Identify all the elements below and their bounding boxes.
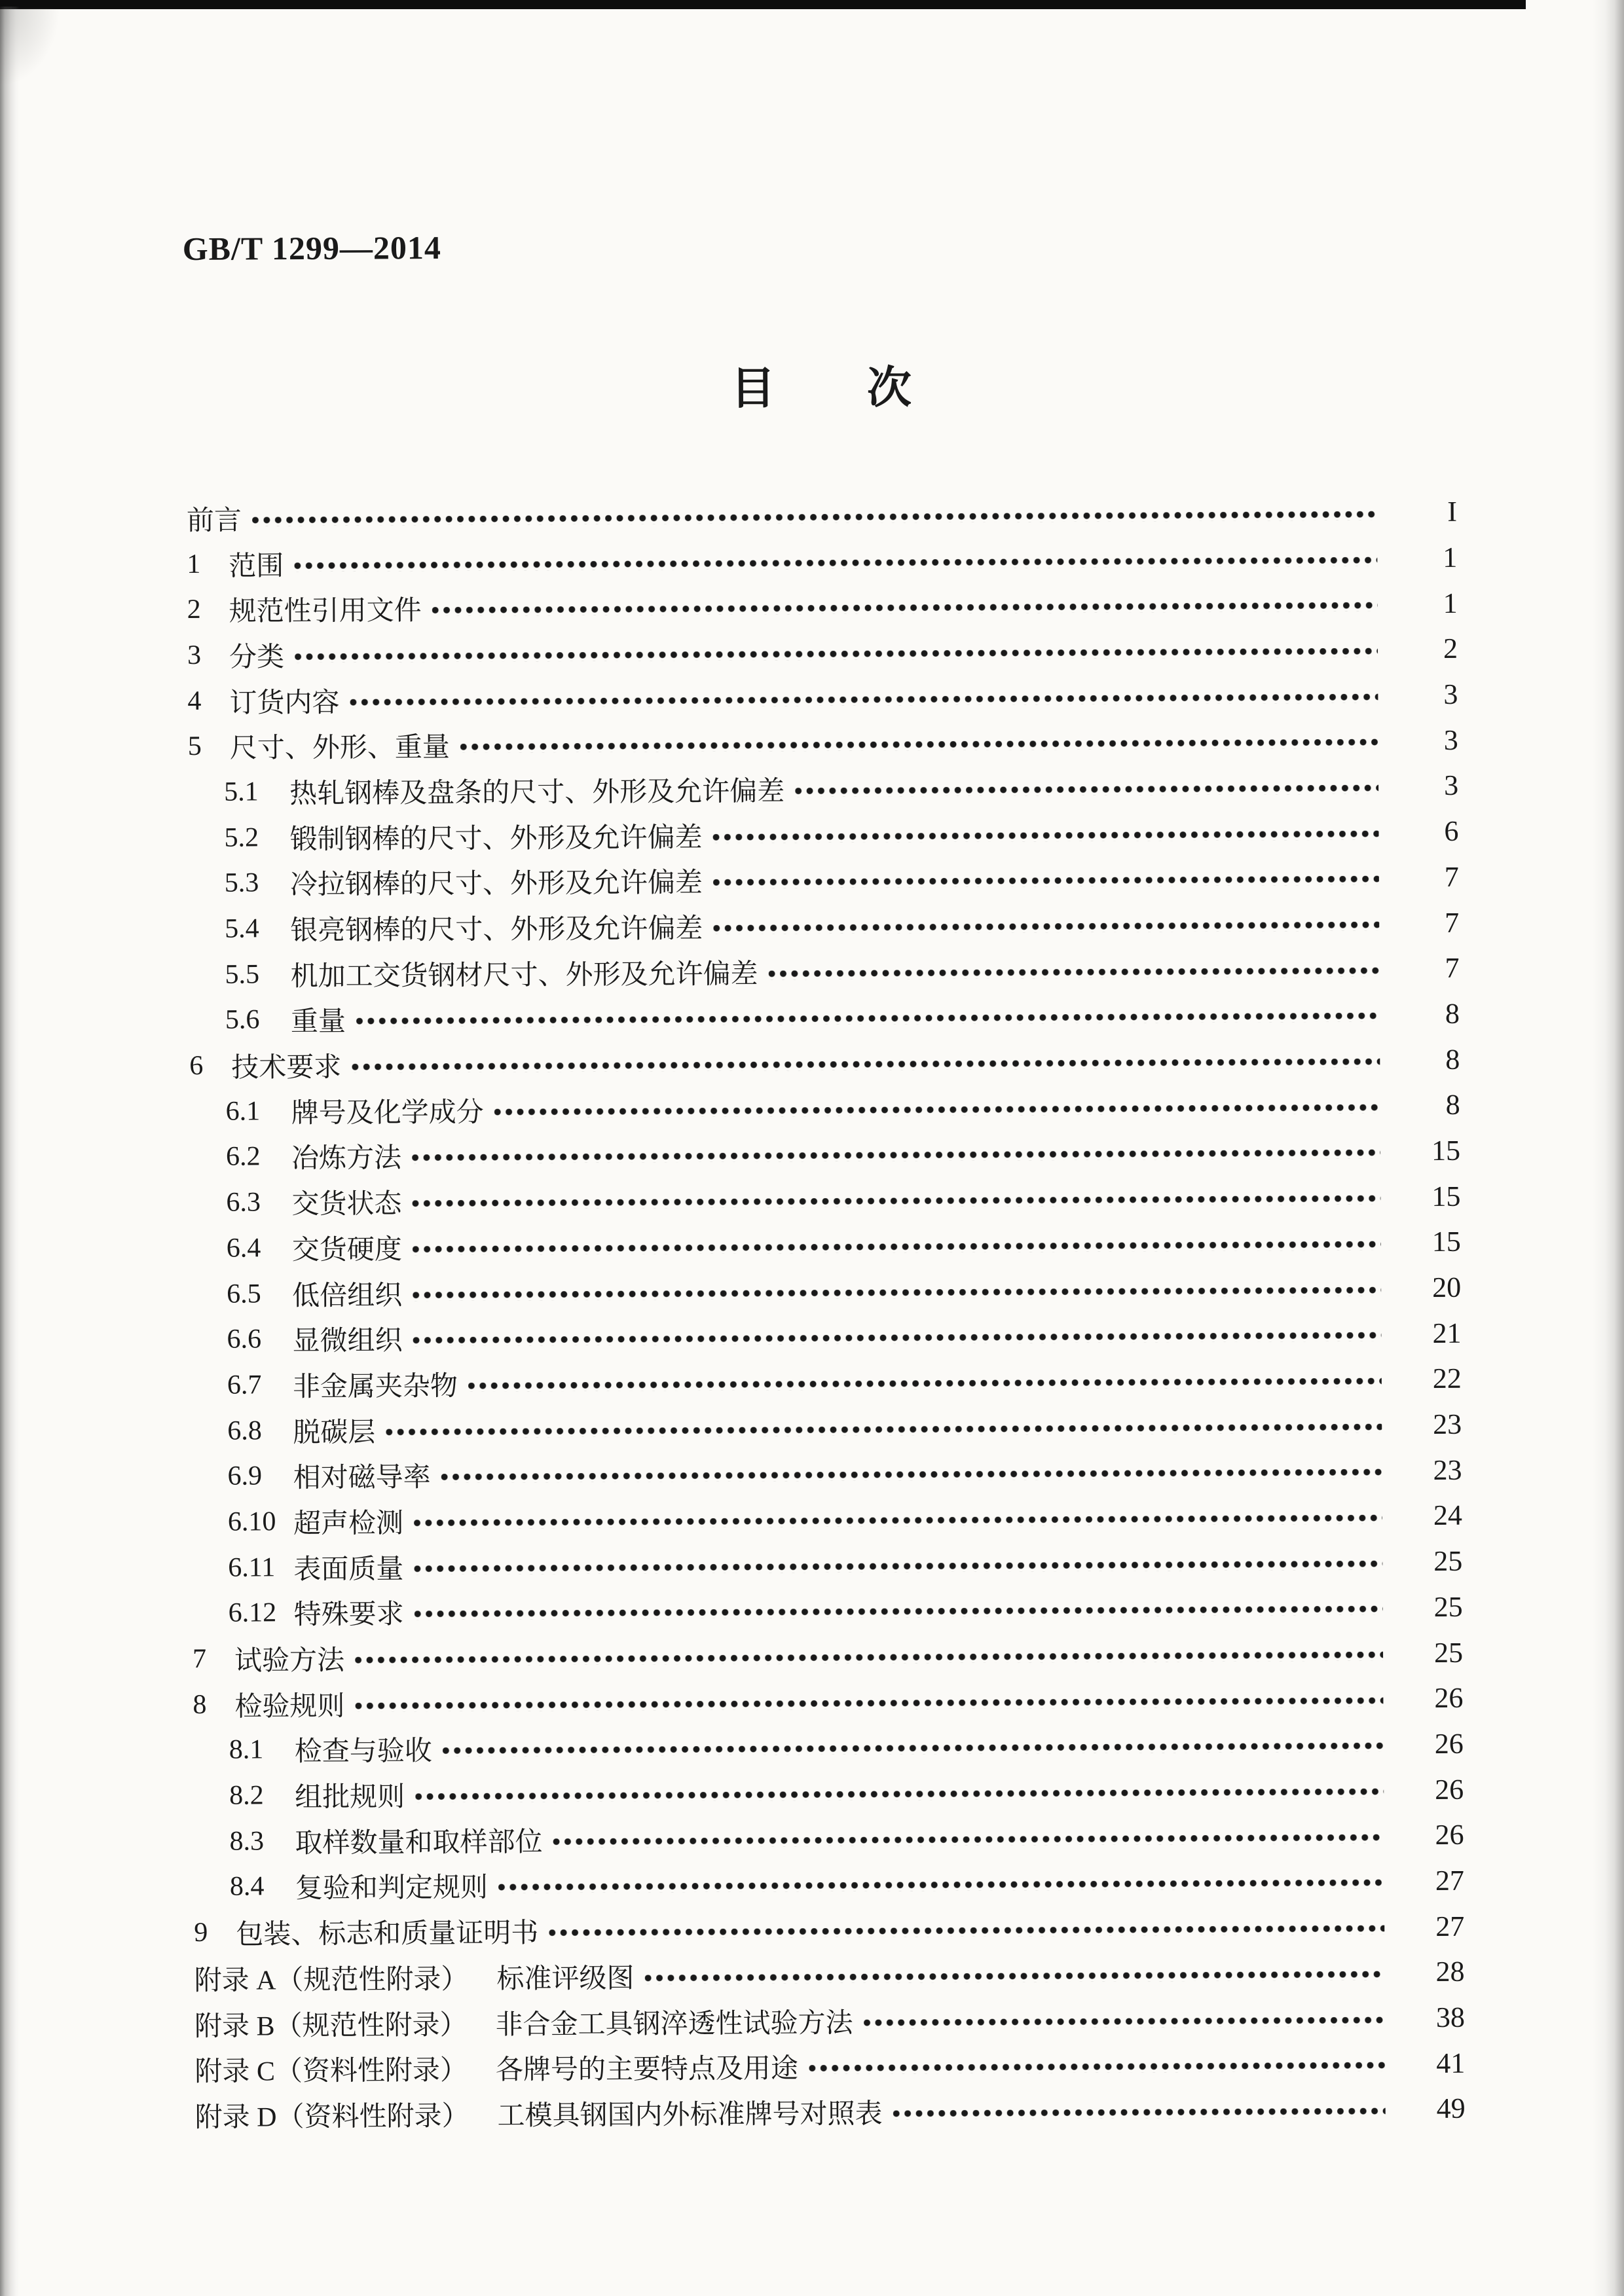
toc-entry-page: 38 (1435, 2001, 1466, 2034)
toc-entry (191, 1402, 1462, 1454)
toc-entry-title: 试验方法 (234, 1645, 345, 1677)
dot-leader (355, 1651, 1383, 1666)
toc-entry-number: 5 (187, 731, 202, 762)
toc-entry-number: 8 (193, 1689, 207, 1720)
dot-leader (412, 1195, 1380, 1210)
toc-entry-title: 检查与验收 (294, 1736, 432, 1768)
toc-entry (194, 1857, 1464, 1910)
dot-leader (494, 1104, 1380, 1118)
dot-leader (713, 921, 1379, 934)
toc-entry-title: 范围 (229, 551, 284, 582)
toc-entry-title: 组批规则 (295, 1782, 405, 1813)
toc-entry-number: 附录 B（规范性附录） (194, 2010, 468, 2042)
toc-entry-number: 5.4 (225, 913, 259, 944)
toc-entry (188, 763, 1458, 815)
toc-entry-page: 7 (1445, 906, 1460, 939)
toc-entry-page: 3 (1443, 723, 1458, 756)
toc-entry (189, 991, 1460, 1043)
toc-entry-page: 26 (1434, 1727, 1464, 1760)
dot-leader (713, 830, 1379, 843)
dot-leader (795, 784, 1378, 797)
toc-entry-number: 6.8 (227, 1415, 262, 1446)
toc-entry-title: 相对磁导率 (293, 1463, 431, 1494)
toc-entry-title: 冶炼方法 (291, 1143, 402, 1175)
toc-entry (195, 2086, 1466, 2138)
toc-entry-title: 机加工交货钢材尺寸、外形及允许偏差 (290, 959, 758, 992)
dot-leader (863, 2016, 1385, 2028)
toc-entry (189, 945, 1459, 998)
toc-entry (194, 2040, 1465, 2092)
toc-entry-page: 3 (1443, 678, 1458, 711)
page-title-char-right: 次 (866, 362, 912, 414)
page-title-char-left: 目 (730, 363, 776, 415)
toc-entry-title: 技术要求 (231, 1052, 342, 1084)
toc-entry (193, 1630, 1463, 1682)
toc-entry (187, 535, 1457, 587)
toc-entry-number: 8.4 (229, 1871, 265, 1903)
toc-entry-number: 6.5 (227, 1278, 261, 1309)
toc-entry (194, 1994, 1465, 2047)
toc-entry-number: 3 (187, 640, 202, 670)
toc-entry-number: 5.1 (224, 776, 259, 807)
toc-entry-title: 表面质量 (293, 1554, 404, 1585)
toc-entry (189, 854, 1459, 906)
dot-leader (294, 556, 1377, 572)
toc-entry (194, 1903, 1464, 1956)
toc-entry (191, 1310, 1461, 1362)
toc-entry (190, 1127, 1460, 1180)
toc-entry-title: 牌号及化学成分 (291, 1097, 484, 1129)
toc-entry-page: 23 (1433, 1408, 1462, 1441)
toc-entry-title: 非合金工具钢淬透性试验方法 (495, 2008, 853, 2041)
dot-leader (350, 693, 1378, 708)
toc-entry-number: 5.6 (225, 1004, 260, 1036)
toc-list (187, 489, 1466, 2138)
toc-entry-page: 26 (1434, 1682, 1464, 1715)
toc-entry-page: 20 (1432, 1271, 1462, 1304)
toc-entry-number: 附录 D（资料性附录） (194, 2101, 470, 2133)
dot-leader (432, 602, 1378, 617)
toc-entry-number: 6.1 (225, 1096, 261, 1127)
toc-entry-number: 1 (187, 549, 201, 579)
toc-entry-title: 交货状态 (291, 1189, 402, 1220)
toc-entry (190, 1173, 1460, 1226)
toc-entry-number: 6.12 (228, 1597, 277, 1629)
toc-entry (193, 1675, 1463, 1728)
toc-entry-title: 银亮钢棒的尺寸、外形及允许偏差 (290, 913, 703, 947)
toc-entry-page: 1 (1443, 587, 1458, 619)
toc-entry-title: 检验规则 (234, 1691, 345, 1722)
toc-entry-title: 工模具钢国内外标准牌号对照表 (497, 2099, 883, 2132)
page-title (186, 363, 1456, 414)
toc-entry-page: 41 (1436, 2047, 1466, 2079)
toc-entry-title: 脱碳层 (293, 1417, 376, 1448)
toc-entry-title: 超声检测 (293, 1508, 404, 1540)
toc-entry-page: 15 (1431, 1180, 1461, 1212)
toc-entry-number: 9 (194, 1918, 208, 1948)
toc-entry-page: 3 (1443, 769, 1459, 802)
dot-leader (644, 1971, 1384, 1984)
toc-entry-page: 7 (1445, 952, 1460, 985)
toc-entry (191, 1356, 1462, 1408)
toc-entry-page: 24 (1433, 1499, 1463, 1532)
toc-entry-title: 复验和判定规则 (295, 1873, 489, 1904)
toc-entry-title: 包装、标志和质量证明书 (236, 1918, 539, 1950)
toc-entry (192, 1539, 1462, 1591)
toc-entry-number: 6.4 (226, 1233, 261, 1264)
toc-entry-number: 6.2 (225, 1141, 261, 1173)
toc-entry-number: 6.9 (227, 1461, 263, 1491)
dot-leader (414, 1560, 1382, 1575)
dot-leader (412, 1150, 1380, 1164)
toc-entry-page: 25 (1433, 1636, 1464, 1669)
toc-entry-page: 2 (1443, 632, 1458, 665)
dot-leader (769, 967, 1380, 979)
toc-entry-page: 1 (1443, 541, 1458, 574)
toc-entry-page: 27 (1435, 1864, 1464, 1897)
dot-leader (413, 1286, 1381, 1301)
toc-entry-title: 分类 (229, 642, 285, 673)
toc-entry-number: 5.5 (225, 959, 260, 990)
toc-entry-page: 7 (1444, 860, 1459, 893)
toc-entry-page: 8 (1445, 997, 1460, 1030)
toc-entry (191, 1265, 1461, 1317)
dot-leader (415, 1606, 1383, 1620)
toc-entry-title: 显微组织 (292, 1326, 403, 1357)
dot-leader (355, 1697, 1383, 1711)
toc-entry-number: 8.3 (229, 1826, 265, 1857)
toc-entry-title: 热轧钢棒及盘条的尺寸、外形及允许偏差 (289, 776, 785, 810)
toc-entry (187, 489, 1457, 541)
toc-entry-title: 尺寸、外形、重量 (229, 733, 450, 764)
toc-entry (187, 626, 1458, 678)
toc-entry-number: 6.11 (228, 1552, 276, 1583)
dot-leader (441, 1469, 1382, 1484)
toc-entry-title: 重量 (290, 1007, 346, 1038)
toc-entry-number: 5.2 (224, 822, 259, 853)
dot-leader (386, 1423, 1382, 1438)
toc-entry-page: 22 (1432, 1362, 1462, 1395)
toc-entry (194, 1949, 1464, 2001)
dot-leader (413, 1332, 1382, 1347)
dot-leader (356, 1013, 1380, 1027)
dot-leader (893, 2107, 1386, 2119)
dot-leader (295, 647, 1378, 663)
standard-code: GB/T 1299—2014 (182, 228, 442, 268)
toc-entry-page: 25 (1433, 1544, 1463, 1578)
toc-entry (191, 1447, 1462, 1499)
toc-entry (192, 1493, 1462, 1545)
toc-entry-page: 25 (1433, 1590, 1463, 1623)
dot-leader (413, 1241, 1381, 1255)
toc-entry-page: 15 (1431, 1134, 1461, 1167)
toc-entry-number: 8.1 (229, 1734, 264, 1766)
toc-entry-title: 标准评级图 (496, 1963, 635, 1995)
dot-leader (549, 1925, 1384, 1939)
dot-leader (252, 511, 1377, 526)
toc-entry-number: 附录 A（规范性附录） (194, 1964, 469, 1996)
toc-entry-page: 27 (1435, 1910, 1465, 1942)
toc-entry-title: 锻制钢棒的尺寸、外形及允许偏差 (289, 822, 703, 855)
toc-entry-page: 26 (1435, 1773, 1464, 1806)
toc-entry (193, 1584, 1463, 1636)
toc-entry (189, 900, 1459, 952)
toc-entry-number: 6 (189, 1050, 204, 1082)
toc-entry-page: 8 (1445, 1043, 1460, 1076)
toc-entry-title: 非金属夹杂物 (292, 1371, 458, 1403)
toc-entry-title: 特殊要求 (293, 1599, 404, 1631)
toc-entry-page: 23 (1433, 1453, 1462, 1486)
toc-entry (188, 809, 1458, 861)
toc-entry-page: 28 (1435, 1956, 1465, 1988)
toc-entry (189, 1036, 1460, 1089)
dot-leader (713, 876, 1379, 888)
toc-entry-number: 6.6 (227, 1324, 262, 1355)
dot-leader (352, 1059, 1380, 1073)
toc-entry-number: 4 (187, 685, 202, 716)
toc-entry (190, 1082, 1460, 1135)
dot-leader (498, 1880, 1384, 1893)
toc-entry-number: 6.10 (227, 1506, 276, 1537)
dot-leader (468, 1377, 1382, 1391)
toc-entry (193, 1721, 1464, 1773)
toc-entry (193, 1812, 1464, 1865)
toc-entry-title: 订货内容 (229, 687, 340, 719)
toc-entry (187, 672, 1458, 724)
dot-leader (415, 1789, 1384, 1803)
toc-entry-page: 21 (1432, 1317, 1462, 1349)
toc-entry-page: 8 (1445, 1089, 1460, 1121)
toc-entry-page: I (1447, 496, 1458, 528)
toc-entry (187, 580, 1457, 632)
toc-entry-title: 前言 (186, 505, 242, 536)
toc-entry-title: 取样数量和取样部位 (295, 1827, 543, 1859)
toc-entry-number: 附录 C（资料性附录） (194, 2055, 468, 2088)
toc-entry-title: 各牌号的主要特点及用途 (495, 2054, 799, 2086)
toc-entry-page: 15 (1431, 1226, 1461, 1258)
toc-entry-page: 6 (1444, 814, 1459, 848)
toc-entry-number: 6.3 (226, 1187, 261, 1218)
toc-entry-title: 交货硬度 (291, 1235, 402, 1266)
dot-leader (443, 1743, 1384, 1757)
dot-leader (460, 739, 1378, 753)
toc-entry (188, 717, 1458, 769)
dot-leader (414, 1514, 1382, 1529)
toc-entry-page: 49 (1436, 2092, 1466, 2125)
toc-entry (193, 1766, 1464, 1819)
dot-leader (553, 1834, 1384, 1848)
toc-entry-title: 冷拉钢棒的尺寸、外形及允许偏差 (289, 868, 703, 901)
toc-entry-title: 规范性引用文件 (229, 596, 422, 627)
toc-entry-number: 7 (192, 1643, 207, 1674)
toc-entry-number: 8.2 (229, 1780, 264, 1811)
toc-entry-page: 26 (1435, 1819, 1464, 1851)
dot-leader (809, 2062, 1386, 2075)
toc-entry-title: 低倍组织 (292, 1280, 403, 1311)
toc-entry-number: 2 (187, 594, 201, 625)
toc-entry-number: 6.7 (227, 1370, 262, 1400)
toc-entry (191, 1219, 1461, 1271)
toc-entry-number: 5.3 (224, 867, 259, 899)
